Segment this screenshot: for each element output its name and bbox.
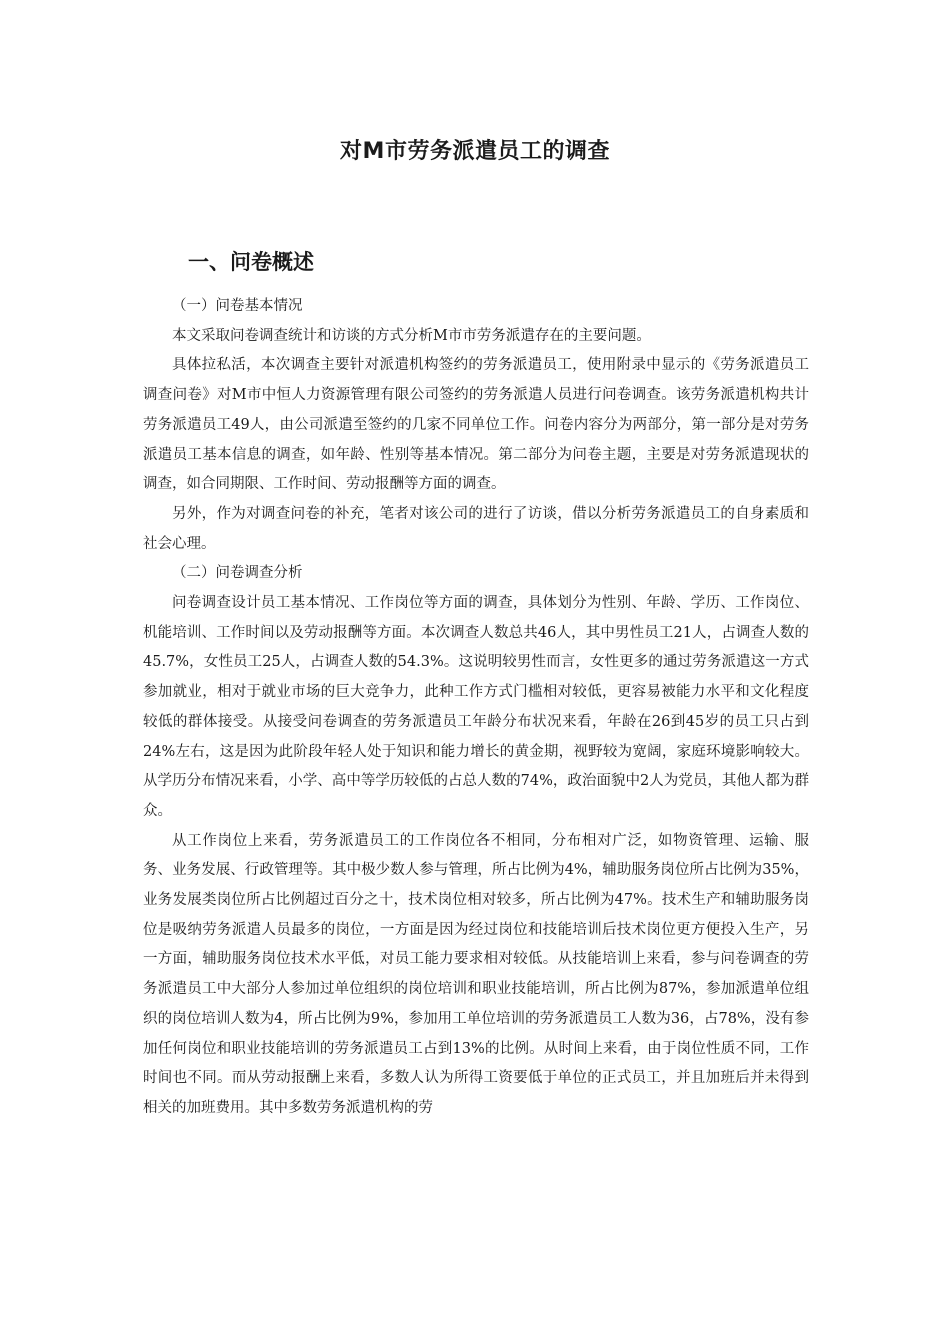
subheading-analysis: （二）问卷调查分析 <box>172 565 303 582</box>
paragraph: 本文采取问卷调查统计和访谈的方式分析M市市劳务派遣存在的主要问题。 <box>172 327 651 344</box>
paragraph: 具体拉私活，本次调查主要针对派遣机构签约的劳务派遣员工，使用附录中显示的《劳务派遣员工调查问卷》对M市中恒人力资源管理有限公司签约的劳务派遣人员进行问卷调查。该劳务派遣机构共计劳务派遣员工49人，由公司派遣至签约的几家不同单位工作。问卷内容分为两部分，第一部分是对劳务派遣员工基本信息的调查，如年龄、性别等基本情况。第二部分为问卷主题，主要是对劳务派遣现状的调查，如合同期限、工作时间、劳动报酬等方面的调查。 <box>143 357 809 493</box>
paragraph: 另外，作为对调查问卷的补充，笔者对该公司的进行了访谈，借以分析劳务派遣员工的自身素质和社会心理。 <box>143 505 809 552</box>
document-title: 对M市劳务派遣员工的调查 <box>340 139 610 164</box>
document-body <box>143 292 809 1124</box>
section-heading: 一、问卷概述 <box>188 250 314 274</box>
subheading-basic-info: （一）问卷基本情况 <box>172 298 303 314</box>
paragraph: 从工作岗位上来看，劳务派遣员工的工作岗位各不相同，分布相对广泛，如物资管理、运输、服务、业务发展、行政管理等。其中极少数人参与管理，所占比例为4%，辅助服务岗位所占比例为35%，业务发展类岗位所占比例超过百分之十，技术岗位相对较多，所占比例为47%。技术生产和辅助服务岗位是吸纳劳务派遣人员最多的岗位，一方面是因为经过岗位和技能培训后技术岗位更方便投入生产，另一方面，辅助服务岗位技术水平低，对员工能力要求相对较低。从技能培训上来看，参与问卷调查的劳务派遣员工中大部分人参加过单位组织的岗位培训和职业技能培训，所占比例为87%，参加派遣单位组织的岗位培训人数为4，所占比例为9%，参加用工单位培训的劳务派遣员工人数为36，占78%，没有参加任何岗位和职业技能培训的劳务派遣员工占到13%的比例。从时间上来看，由于岗位性质不同，工作时间也不同。而从劳动报酬上来看，多数人认为所得工资要低于单位的正式员工，并且加班后并未得到相关的加班费用。其中多数劳务派遣机构的劳 <box>143 832 809 1116</box>
paragraph: 问卷调查设计员工基本情况、工作岗位等方面的调查，具体划分为性别、年龄、学历、工作岗位、机能培训、工作时间以及劳动报酬等方面。本次调查人数总共46人，其中男性员工21人，占调查人数的45.7%，女性员工25人，占调查人数的54.3%。这说明较男性而言，女性更多的通过劳务派遣这一方式参加就业，相对于就业市场的巨大竞争力，此种工作方式门槛相对较低，更容易被能力水平和文化程度较低的群体接受。从接受问卷调查的劳务派遣员工年龄分布状况来看，年龄在26到45岁的员工只占到24%左右，这是因为此阶段年轻人处于知识和能力增长的黄金期，视野较为宽阔，家庭环境影响较大。从学历分布情况来看，小学、高中等学历较低的占总人数的74%，政治面貌中2人为党员，其他人都为群众。 <box>143 595 809 819</box>
